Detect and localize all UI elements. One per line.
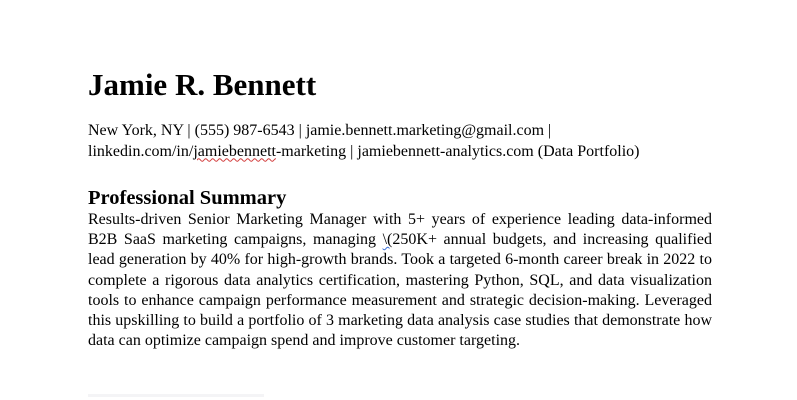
summary-text-part2: 250K+ annual budgets, and increasing qualified lead generation by 40% for high-growth brands. Took a targeted 6-month career break in 2022 to complete a rigorous data analytics certification, mastering Python, SQL, and data visualization tools to enhance campaign performance measurement and strategic decision-making. Leveraged this upskilling to build a portfolio of 3 marketing data analysis case studies that demonstrate how data can optimize campaign spend and improve customer targeting. [88,231,712,350]
contact-line-2 [88,142,728,163]
candidate-name: Jamie R. Bennett [88,67,317,102]
section-title-professional-summary: Professional Summary [88,187,287,209]
phone: (555) 987-6543 [194,122,295,139]
linkedin-url-suffix[interactable]: -marketing [275,142,347,160]
location: New York, NY [88,122,184,139]
separator: | [544,122,552,139]
summary-text-part1: Results-driven Senior Marketing Manager with 5+ years of experience leading data-informed B2B SaaS marketing campaigns, managing [88,211,712,249]
portfolio-url[interactable]: jamiebennett-analytics.com (Data Portfolio) [357,142,640,160]
separator: | [183,122,195,139]
email[interactable]: jamie.bennett.marketing@gmail.com [305,122,545,139]
separator: | [294,122,306,139]
next-section-edge [88,394,264,397]
separator: | [346,142,358,160]
contact-line-1 [88,121,728,142]
professional-summary-body [88,210,712,351]
spellcheck-flagged-word[interactable]: jamiebennett [193,142,276,160]
linkedin-url-prefix[interactable]: linkedin.com/in/ [88,142,194,160]
contact-block [88,121,728,162]
grammar-flagged-text[interactable]: \( [382,231,393,249]
